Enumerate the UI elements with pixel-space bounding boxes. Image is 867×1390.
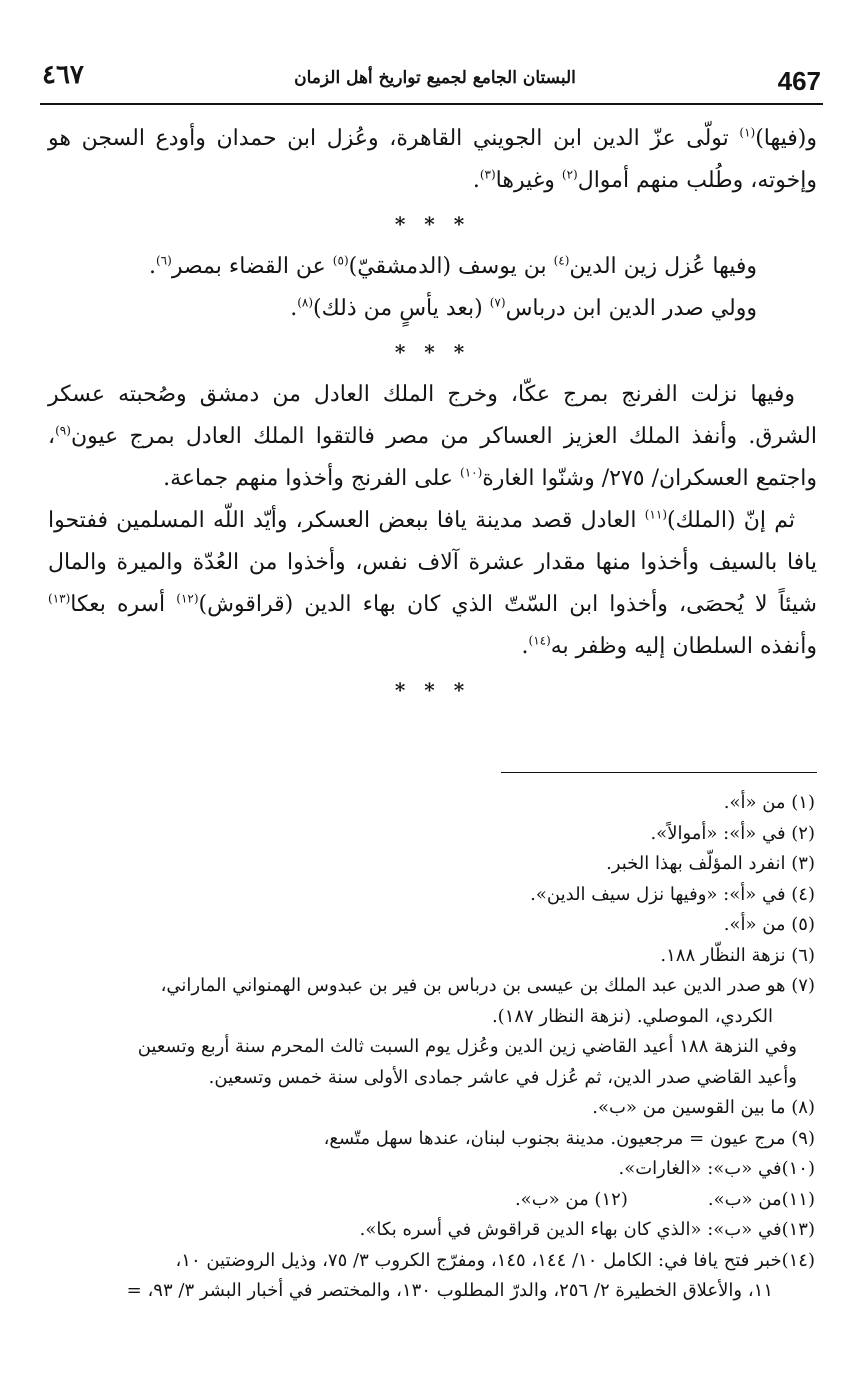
text-run: و(فيها) xyxy=(755,126,817,151)
header-rule xyxy=(40,103,823,105)
footnote-7-continued: الكردي، الموصلي. (نزهة النظار ١٨٧). xyxy=(491,1005,773,1027)
footnote-4: (٤) في «أ»: «وفيها نزل سيف الدين». xyxy=(530,883,815,905)
footnote-10: (١٠)في «ب»: «الغارات». xyxy=(618,1158,815,1179)
section-separator: * * * xyxy=(394,340,471,364)
text-run: . xyxy=(472,168,480,193)
footnote-ref: (١٢) xyxy=(176,591,199,606)
line-3 xyxy=(48,288,817,330)
text-run: وأنفذه السلطان إليه وظفر به xyxy=(550,634,817,659)
footnote-rule xyxy=(501,772,817,773)
text-run: وولي صدر الدين ابن درباس xyxy=(505,296,757,321)
footnote-ref: (٧) xyxy=(489,295,506,310)
footnote-ref: (١٣) xyxy=(48,591,71,606)
footnotes xyxy=(40,788,815,1307)
text-run: أسره بعكا xyxy=(70,592,177,617)
footnote-ref: (١٤) xyxy=(528,633,551,648)
footnote-2: (٢) في «أ»: «أموالاً». xyxy=(650,822,815,844)
text-run: بن يوسف (الدمشقيّ) xyxy=(348,254,554,279)
text-run: وفيها عُزل زين الدين xyxy=(569,254,757,279)
paragraph-1 xyxy=(48,118,817,202)
text-run: تولّى عزّ الدين ابن الجويني القاهرة، وعُزل ابن حمدان وأودع السجن هو وإخوته، وطُلب منهم أموال xyxy=(48,126,817,193)
footnote-ref: (٣) xyxy=(479,167,496,182)
footnote-11: (١١)من «ب». xyxy=(707,1188,815,1210)
text-run: وفيها نزلت الفرنج بمرج عكّا، وخرج الملك العادل من دمشق وصُحبته عسكر الشرق. وأنفذ الملك العزيز العساكر من مصر فالتقوا الملك العادل بمرج عيون xyxy=(48,382,817,449)
footnote-ref: (٤) xyxy=(553,253,570,268)
footnote-row-11-12 xyxy=(40,1185,815,1216)
footnote-14: (١٤)خبر فتح يافا في: الكامل ١٠/ ١٤٤، ١٤٥، ومفرّج الكروب ٣/ ٧٥، وذيل الروضتين ١٠، xyxy=(175,1249,815,1271)
text-run: . xyxy=(148,254,156,279)
text-run: ، واجتمع العسكران/ ٢٧٥/ وشنّوا الغارة xyxy=(48,424,817,491)
footnote-7-note: وفي النزهة ١٨٨ أعيد القاضي زين الدين وعُزل يوم السبت ثالث المحرم سنة أربع وتسعين xyxy=(137,1036,797,1057)
footnote-ref: (٨) xyxy=(297,295,314,310)
footnote-9: (٩) مرج عيون = مرجعيون. مدينة بجنوب لبنان، عندها سهل متّسع، xyxy=(323,1127,815,1149)
main-text xyxy=(48,118,817,712)
footnote-3: (٣) انفرد المؤلّف بهذا الخبر. xyxy=(606,853,815,874)
line-2 xyxy=(48,246,817,288)
text-run: العادل قصد مدينة يافا ببعض العسكر، وأيّد اللّه المسلمين ففتحوا يافا بالسيف وأخذوا منها مقدار عشرة آلاف نفس، وأخذوا من العُدّة والميرة والمال شيئاً لا يُحصَى، وأخذوا ابن السّتّ الذي كان بهاء الدين (قراقوش) xyxy=(48,508,817,617)
footnote-7-note-continued: وأعيد القاضي صدر الدين، ثم عُزل في عاشر جمادى الأولى سنة خمس وتسعين. xyxy=(208,1066,797,1088)
text-run: . xyxy=(521,634,529,659)
footnote-ref: (١) xyxy=(739,125,756,140)
running-title: البستان الجامع لجميع تواريخ أهل الزمان xyxy=(294,68,576,88)
footnote-1: (١) من «أ». xyxy=(723,792,815,813)
footnote-ref: (١٠) xyxy=(460,465,483,480)
footnote-6: (٦) نزهة النظّار ١٨٨. xyxy=(660,944,815,966)
footnote-8: (٨) ما بين القوسين من «ب». xyxy=(592,1097,815,1118)
footnote-ref: (١١) xyxy=(644,507,667,522)
text-run: على الفرنج وأخذوا منهم جماعة. xyxy=(163,466,460,491)
paragraph-4 xyxy=(48,374,817,500)
footnote-ref: (٢) xyxy=(561,167,578,182)
section-separator: * * * xyxy=(394,212,471,236)
text-run: وغيرها xyxy=(495,168,562,193)
page-number-latin: 467 xyxy=(777,66,821,96)
footnote-5: (٥) من «أ». xyxy=(723,914,815,935)
footnote-ref: (٥) xyxy=(332,253,349,268)
footnote-ref: (٦) xyxy=(155,253,172,268)
footnote-13: (١٣)في «ب»: «الذي كان بهاء الدين قراقوش في أسره بكا». xyxy=(359,1219,815,1240)
footnote-14-continued: ١١، والأعلاق الخطيرة ٢/ ٢٥٦، والدرّ المطلوب ١٣٠، والمختصر في أخبار البشر ٣/ ٩٣، = xyxy=(126,1280,773,1301)
text-run: (بعد يأسٍ من ذلك) xyxy=(313,296,490,321)
page-number-arabic: ٤٦٧ xyxy=(42,60,84,90)
footnote-7: (٧) هو صدر الدين عبد الملك بن عيسى بن درباس بن فير بن عبدوس الهمنواني الماراني، xyxy=(160,975,815,996)
text-run: عن القضاء بمصر xyxy=(171,254,333,279)
section-separator: * * * xyxy=(394,678,471,702)
text-run: ثم إنّ (الملك) xyxy=(667,508,795,533)
text-run: . xyxy=(290,296,298,321)
paragraph-5 xyxy=(48,500,817,668)
footnote-ref: (٩) xyxy=(55,423,71,438)
footnote-12: (١٢) من «ب». xyxy=(514,1188,628,1210)
